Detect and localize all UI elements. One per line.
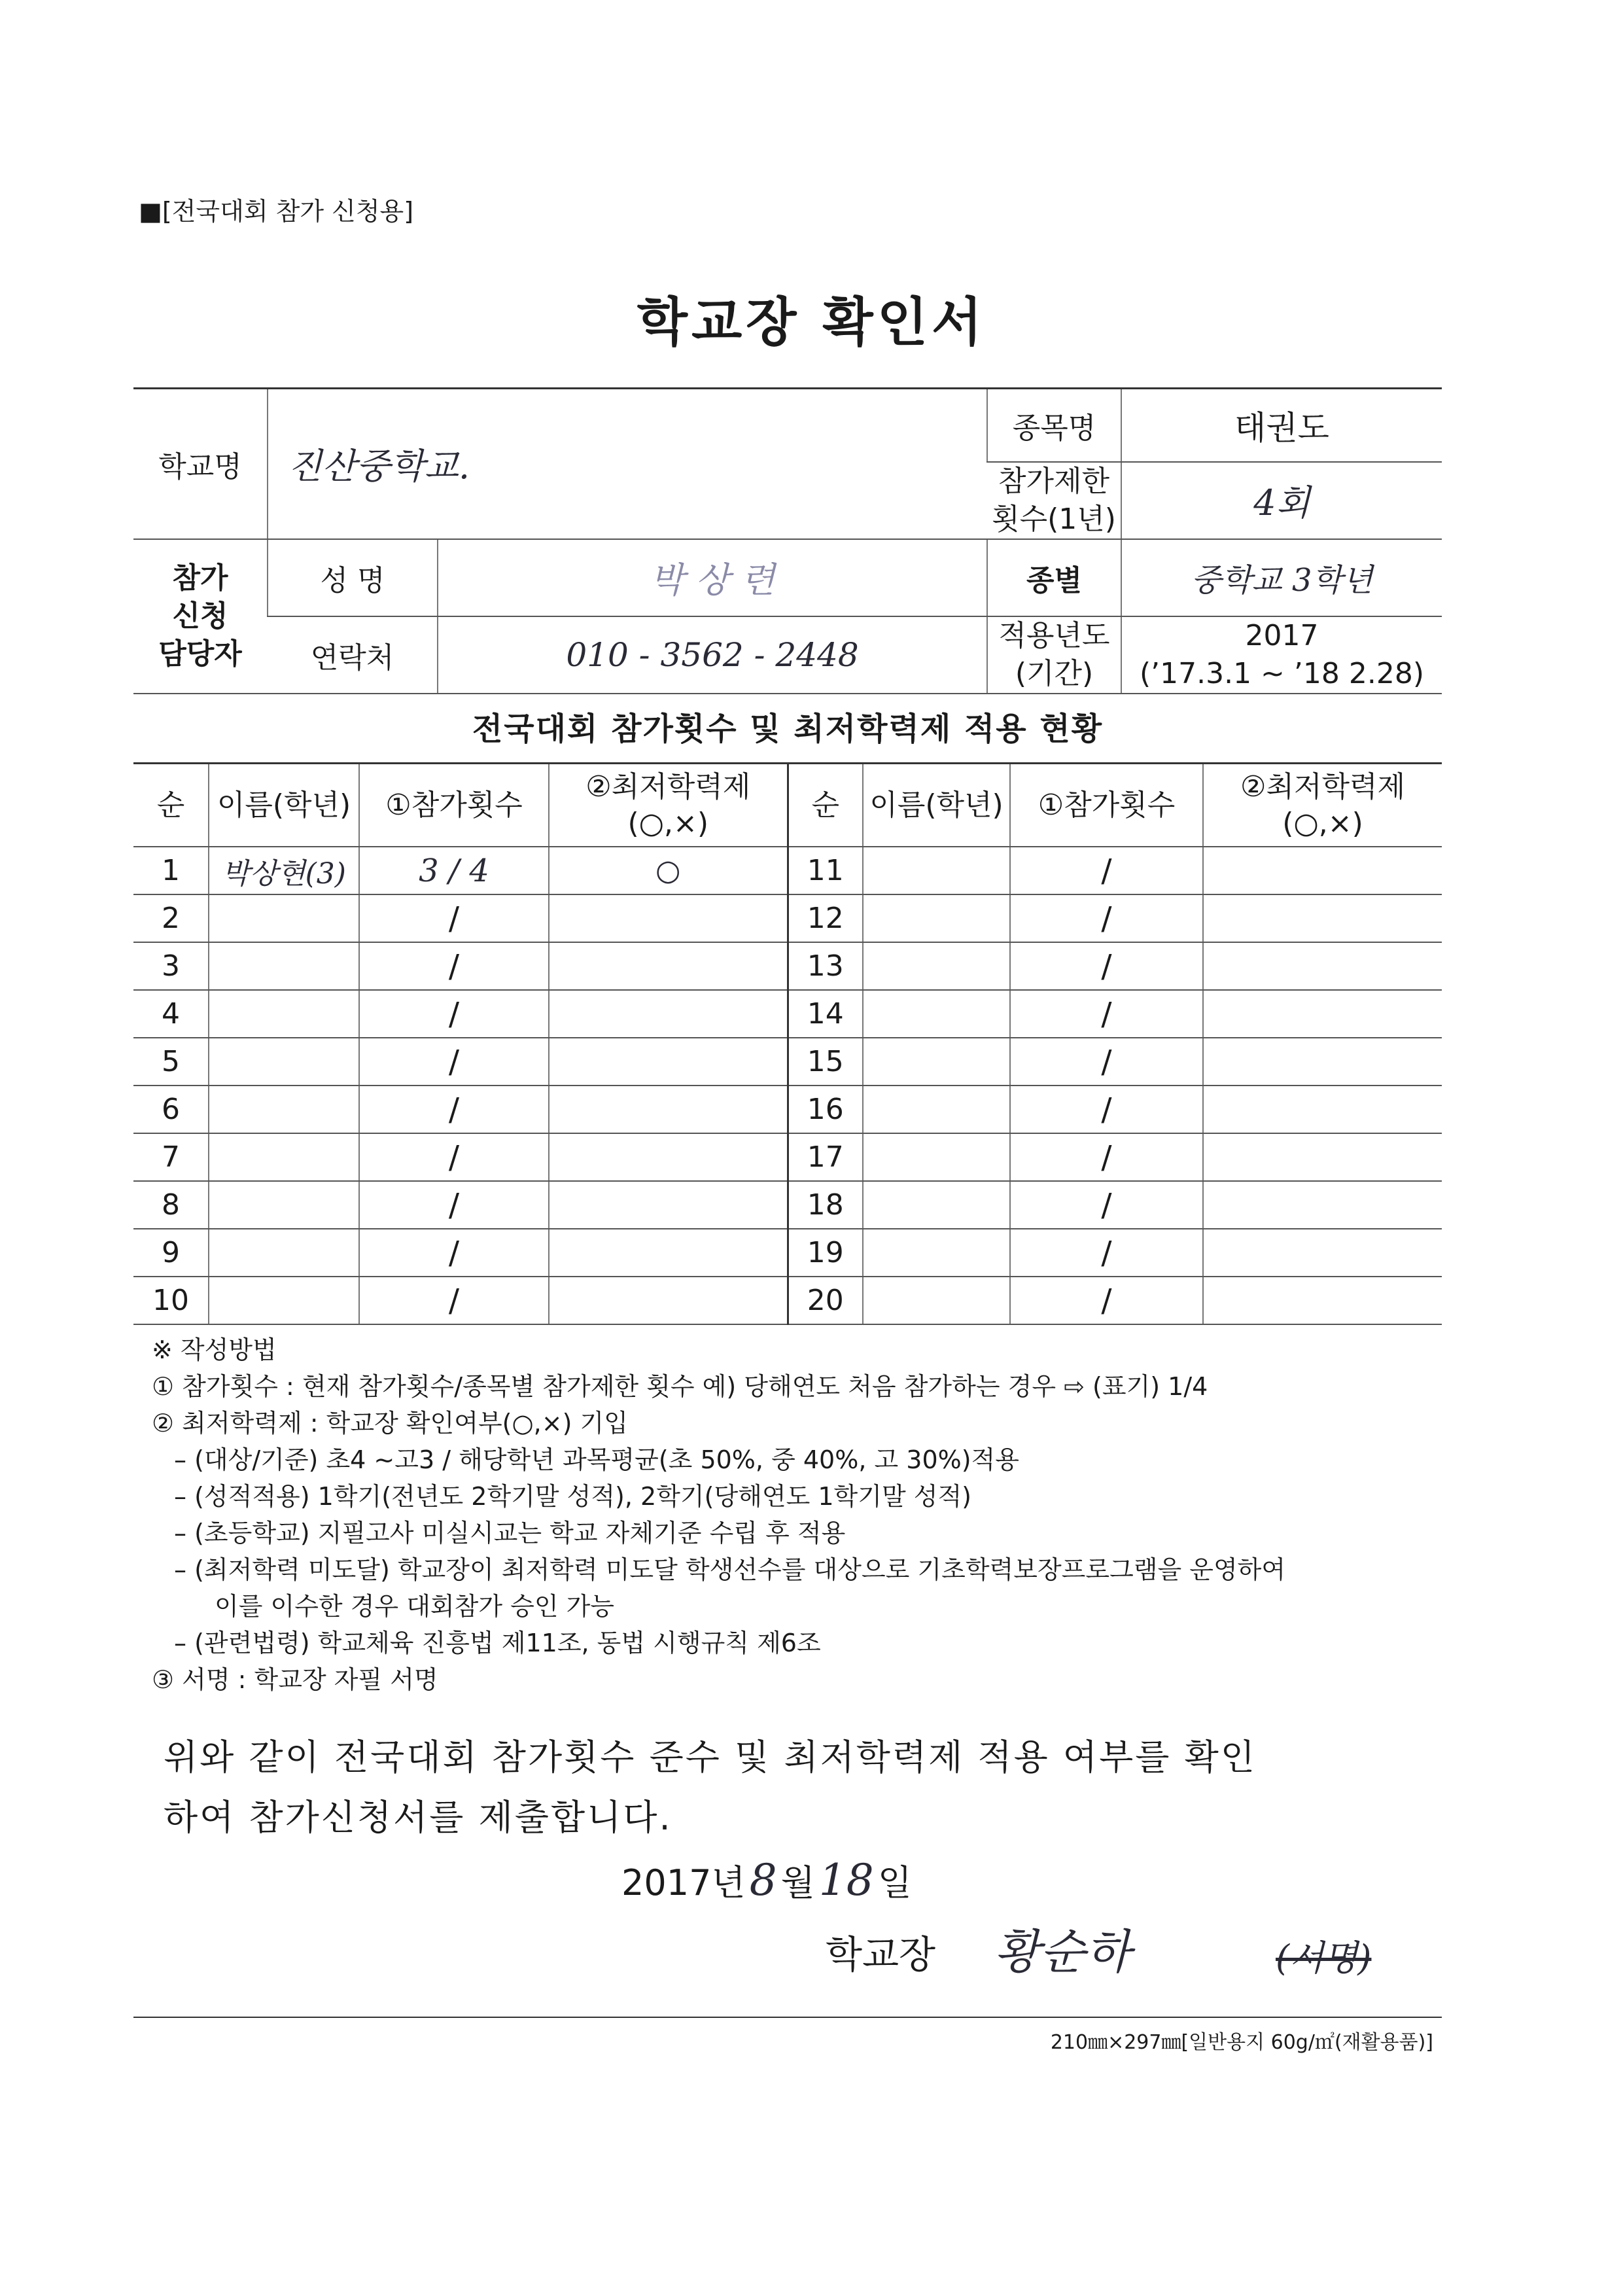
row-min-academic (549, 1277, 788, 1324)
submission-date (621, 1855, 912, 1905)
manager-label-line2: 신청 (172, 599, 228, 633)
principal-signature: 황순하 (994, 1924, 1131, 1979)
row-no: 6 (133, 1086, 209, 1133)
applied-year-label (987, 616, 1121, 694)
row-count: / (1010, 1133, 1203, 1181)
row-count: / (1010, 1038, 1203, 1086)
document-title: 학교장 확인서 (637, 292, 986, 353)
manager-label-line1: 참가 (172, 561, 228, 595)
row-min-academic (1203, 942, 1442, 990)
manager-label-line3: 담당자 (158, 637, 242, 671)
row-count: / (1010, 894, 1203, 942)
table-row (133, 1181, 1442, 1229)
instruction-subitem: 이를 이수한 경우 대회참가 승인 가능 (215, 1592, 615, 1621)
row-no: 14 (788, 990, 863, 1038)
table-row (133, 1229, 1442, 1277)
confirmation-line-2: 하여 참가신청서를 제출합니다. (164, 1797, 672, 1838)
row-min-academic (549, 1133, 788, 1181)
header-no: 순 (788, 764, 863, 847)
table-row (133, 942, 1442, 990)
header-min-academic-line2: (○,×) (1282, 806, 1363, 840)
row-min-academic (1203, 1181, 1442, 1229)
date-day: 18 (818, 1855, 874, 1905)
row-no: 13 (788, 942, 863, 990)
header-min-academic (549, 764, 788, 847)
row-name (209, 1277, 359, 1324)
row-name (209, 1086, 359, 1133)
header-min-academic (1203, 764, 1442, 847)
row-no: 4 (133, 990, 209, 1038)
row-count: / (1010, 942, 1203, 990)
principal-label: 학교장 (826, 1932, 936, 1977)
date-day-unit: 일 (877, 1862, 912, 1903)
section-title: 전국대회 참가횟수 및 최저학력제 적용 현황 (472, 711, 1104, 747)
signature-note: (서명) (1276, 1937, 1372, 1979)
row-no: 8 (133, 1181, 209, 1229)
row-count: / (359, 1229, 549, 1277)
row-no: 18 (788, 1181, 863, 1229)
roster-table (133, 762, 1442, 1325)
applied-year-number: 2017 (1245, 618, 1319, 652)
row-no: 16 (788, 1086, 863, 1133)
sport-label: 종목명 (987, 389, 1121, 462)
contact-value: 010 - 3562 - 2448 (438, 616, 987, 694)
row-name (863, 1277, 1010, 1324)
participation-limit-value: 4회 (1121, 462, 1442, 539)
header-count: ①참가횟수 (1010, 764, 1203, 847)
header-min-academic-line1: ②최저학력제 (585, 769, 751, 804)
row-no: 17 (788, 1133, 863, 1181)
bottom-divider (133, 2017, 1442, 2018)
row-count: / (359, 1086, 549, 1133)
instructions-heading: ※ 작성방법 (152, 1335, 277, 1364)
participation-limit-label (987, 462, 1121, 539)
participation-limit-label-line2: 횟수(1년) (992, 502, 1116, 536)
row-name (863, 942, 1010, 990)
manager-name-value: 박 상 련 (438, 539, 987, 616)
header-no: 순 (133, 764, 209, 847)
row-min-academic (549, 942, 788, 990)
row-no: 7 (133, 1133, 209, 1181)
row-name (209, 1038, 359, 1086)
row-count: / (359, 1133, 549, 1181)
instruction-subitem: – (성적적용) 1학기(전년도 2학기말 성적), 2학기(당해연도 1학기말 성적) (174, 1482, 971, 1511)
row-name: 박상현(3) (209, 847, 359, 894)
contact-label: 연락처 (268, 616, 438, 694)
header-count: ①참가횟수 (359, 764, 549, 847)
school-name-label: 학교명 (133, 389, 268, 539)
instructions (152, 1332, 1447, 1698)
row-name (209, 942, 359, 990)
date-year: 2017년 (621, 1862, 746, 1903)
row-name (863, 1229, 1010, 1277)
roster-header-row (133, 764, 1442, 847)
sport-value: 태권도 (1121, 389, 1442, 462)
table-row (133, 990, 1442, 1038)
row-min-academic (549, 1229, 788, 1277)
division-value: 중학교 3학년 (1121, 539, 1442, 616)
header-min-academic-line1: ②최저학력제 (1240, 769, 1405, 804)
instruction-subitem: – (대상/기준) 초4 ~고3 / 해당학년 과목평균(초 50%, 중 40%, 고 30%)적용 (174, 1445, 1019, 1474)
row-min-academic: ○ (549, 847, 788, 894)
instruction-subitem: – (최저학력 미도달) 학교장이 최저학력 미도달 학생선수를 대상으로 기초학력보장프로그램을 운영하여 (174, 1555, 1286, 1584)
instruction-item: ③ 서명 : 학교장 자필 서명 (152, 1665, 438, 1694)
applicant-info-table (133, 387, 1442, 694)
row-no: 15 (788, 1038, 863, 1086)
category-tag: ■[전국대회 참가 신청용] (139, 197, 414, 226)
row-min-academic (1203, 1038, 1442, 1086)
row-no: 20 (788, 1277, 863, 1324)
row-name (863, 990, 1010, 1038)
row-min-academic (1203, 847, 1442, 894)
row-min-academic (1203, 1133, 1442, 1181)
row-min-academic (1203, 1086, 1442, 1133)
header-min-academic-line2: (○,×) (627, 806, 709, 840)
row-count: / (359, 942, 549, 990)
row-name (209, 1229, 359, 1277)
row-count: / (359, 1181, 549, 1229)
row-no: 3 (133, 942, 209, 990)
applied-year-value (1121, 616, 1442, 694)
row-count: / (1010, 847, 1203, 894)
manager-name-label: 성 명 (268, 539, 438, 616)
school-name-value: 진산중학교. (268, 389, 987, 539)
row-no: 12 (788, 894, 863, 942)
row-no: 5 (133, 1038, 209, 1086)
row-no: 19 (788, 1229, 863, 1277)
row-count: 3 / 4 (359, 847, 549, 894)
division-label: 종별 (987, 539, 1121, 616)
paper-spec-note: 210㎜×297㎜[일반용지 60g/㎡(재활용품)] (1050, 2031, 1433, 2054)
row-count: / (1010, 1086, 1203, 1133)
manager-label (133, 539, 268, 694)
instruction-subitem: – (관련법령) 학교체육 진흥법 제11조, 동법 시행규칙 제6조 (174, 1629, 821, 1657)
date-month: 8 (749, 1855, 777, 1905)
row-min-academic (1203, 894, 1442, 942)
table-row (133, 1133, 1442, 1181)
row-min-academic (549, 1181, 788, 1229)
header-name: 이름(학년) (863, 764, 1010, 847)
row-count: / (359, 1038, 549, 1086)
header-name: 이름(학년) (209, 764, 359, 847)
applied-year-period: (’17.3.1 ~ ’18 2.28) (1139, 656, 1425, 690)
confirmation-line-1: 위와 같이 전국대회 참가횟수 준수 및 최저학력제 적용 여부를 확인 (164, 1737, 1257, 1778)
row-name (863, 1133, 1010, 1181)
row-no: 11 (788, 847, 863, 894)
table-row (133, 894, 1442, 942)
row-name (863, 1038, 1010, 1086)
row-min-academic (549, 1038, 788, 1086)
row-name (209, 990, 359, 1038)
row-name (863, 1181, 1010, 1229)
row-min-academic (549, 1086, 788, 1133)
row-min-academic (1203, 1229, 1442, 1277)
row-no: 10 (133, 1277, 209, 1324)
row-name (863, 1086, 1010, 1133)
table-row (133, 847, 1442, 894)
row-min-academic (1203, 990, 1442, 1038)
row-count: / (359, 1277, 549, 1324)
row-name (209, 894, 359, 942)
date-month-unit: 월 (780, 1862, 815, 1903)
row-count: / (1010, 1277, 1203, 1324)
row-name (863, 847, 1010, 894)
row-min-academic (549, 990, 788, 1038)
row-count: / (1010, 1229, 1203, 1277)
row-count: / (359, 894, 549, 942)
applied-year-label-line2: (기간) (1015, 656, 1094, 690)
row-no: 2 (133, 894, 209, 942)
instruction-subitem: – (초등학교) 지필고사 미실시교는 학교 자체기준 수립 후 적용 (174, 1519, 846, 1547)
applied-year-label-line1: 적용년도 (998, 618, 1110, 652)
row-name (209, 1181, 359, 1229)
row-name (863, 894, 1010, 942)
row-min-academic (1203, 1277, 1442, 1324)
row-count: / (1010, 990, 1203, 1038)
table-row (133, 1277, 1442, 1324)
table-row (133, 1086, 1442, 1133)
row-name (209, 1133, 359, 1181)
row-no: 9 (133, 1229, 209, 1277)
participation-limit-label-line1: 참가제한 (998, 464, 1109, 498)
table-row (133, 1038, 1442, 1086)
row-count: / (1010, 1181, 1203, 1229)
row-no: 1 (133, 847, 209, 894)
row-count: / (359, 990, 549, 1038)
instruction-item: ② 최저학력제 : 학교장 확인여부(○,×) 기입 (152, 1409, 628, 1438)
confirmation-statement (164, 1727, 1446, 1848)
row-min-academic (549, 894, 788, 942)
instruction-item: ① 참가횟수 : 현재 참가횟수/종목별 참가제한 횟수 예) 당해연도 처음 참가하는 경우 ⇨ (표기) 1/4 (152, 1372, 1208, 1401)
